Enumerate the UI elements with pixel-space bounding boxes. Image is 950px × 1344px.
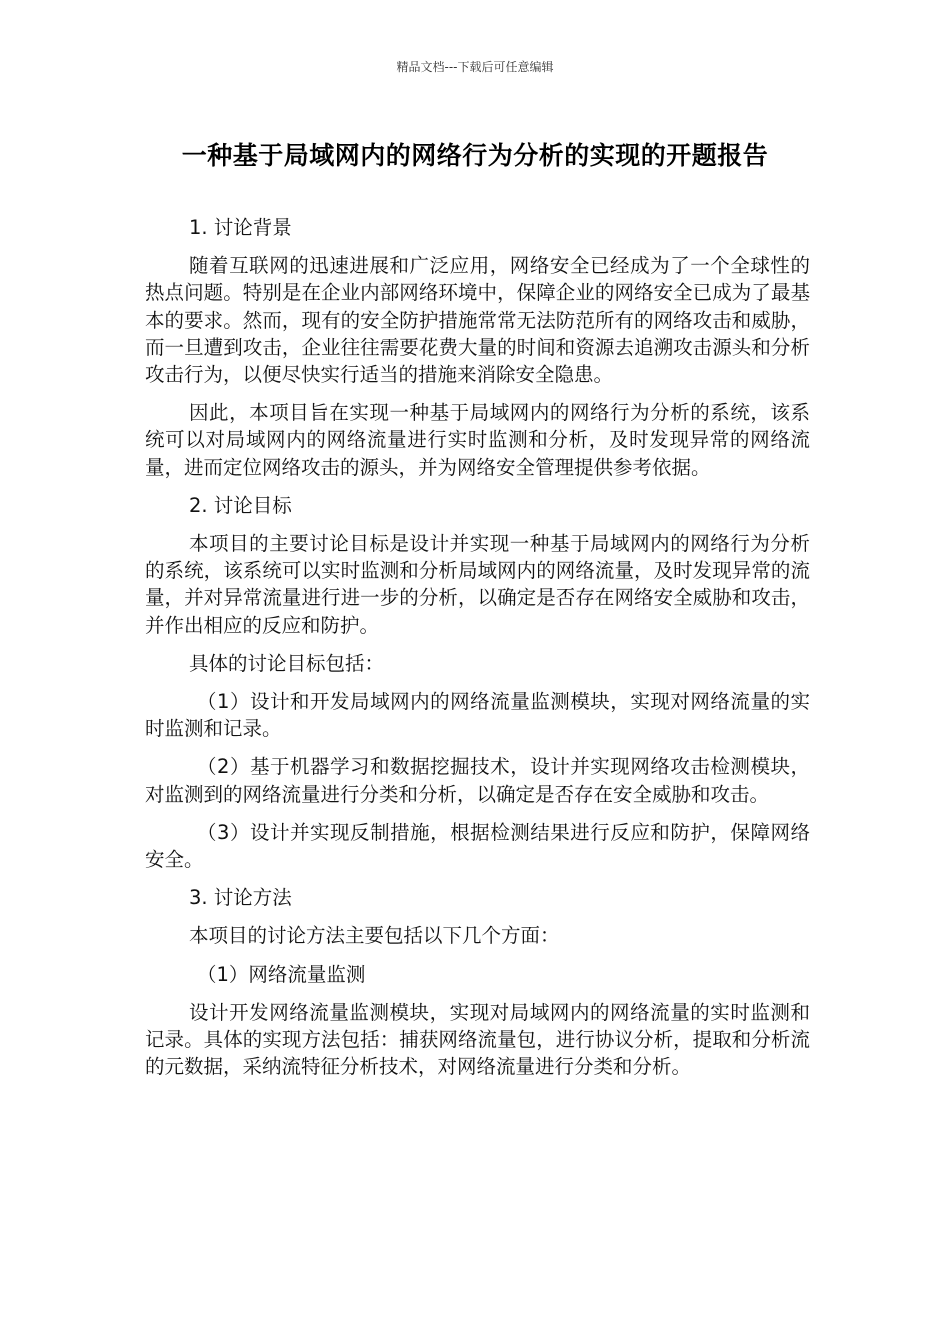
paragraph-background-1: 随着互联网的迅速进展和广泛应用，网络安全已经成为了一个全球性的热点问题。特别是在企业内部网络环境中，保障企业的网络安全已成为了最基本的要求。然而，现有的安全防护措施常常无法防范所有的网络攻击和威胁，而一旦遭到攻击，企业往往需要花费大量的时间和资源去追溯攻击源头和分析攻击行为，以便尽快实行适当的措施来消除安全隐患。 — [145, 254, 810, 387]
paragraph-methods-intro: 本项目的讨论方法主要包括以下几个方面： — [189, 924, 560, 948]
section-heading-goals: 2. 讨论目标 — [189, 493, 292, 517]
goal-item-1: （1）设计和开发局域网内的网络流量监测模块，实现对网络流量的实时监测和记录。 — [145, 690, 810, 741]
header-note: 精品文档---下载后可任意编辑 — [396, 60, 554, 74]
paragraph-methods-1: 设计开发网络流量监测模块，实现对局域网内的网络流量的实时监测和记录。具体的实现方法包括：捕获网络流量包，进行协议分析，提取和分析流的元数据，采纳流特征分析技术，对网络流量进行分类和分析。 — [145, 1000, 810, 1079]
section-heading-methods: 3. 讨论方法 — [189, 886, 292, 910]
document-body — [145, 214, 810, 1091]
paragraph-goals-intro: 具体的讨论目标包括： — [189, 651, 385, 675]
paragraph-goals-1: 本项目的主要讨论目标是设计并实现一种基于局域网内的网络行为分析的系统，该系统可以实时监测和分析局域网内的网络流量，及时发现异常的流量，并对异常流量进行进一步的分析，以确定是否存在网络安全威胁和攻击，并作出相应的反应和防护。 — [145, 532, 810, 637]
section-heading-background: 1. 讨论背景 — [189, 216, 292, 239]
method-item-1: （1）网络流量监测 — [197, 962, 366, 986]
paragraph-background-2: 因此，本项目旨在实现一种基于局域网内的网络行为分析的系统，该系统可以对局域网内的网络流量进行实时监测和分析，及时发现异常的网络流量，进而定位网络攻击的源头，并为网络安全管理提供参考依据。 — [145, 401, 810, 479]
goal-item-2: （2）基于机器学习和数据挖掘技术，设计并实现网络攻击检测模块，对监测到的网络流量进行分类和分析，以确定是否存在安全威胁和攻击。 — [145, 755, 810, 806]
document-title: 一种基于局域网内的网络行为分析的实现的开题报告 — [181, 141, 769, 170]
goal-item-3: （3）设计并实现反制措施，根据检测结果进行反应和防护，保障网络安全。 — [145, 820, 810, 872]
